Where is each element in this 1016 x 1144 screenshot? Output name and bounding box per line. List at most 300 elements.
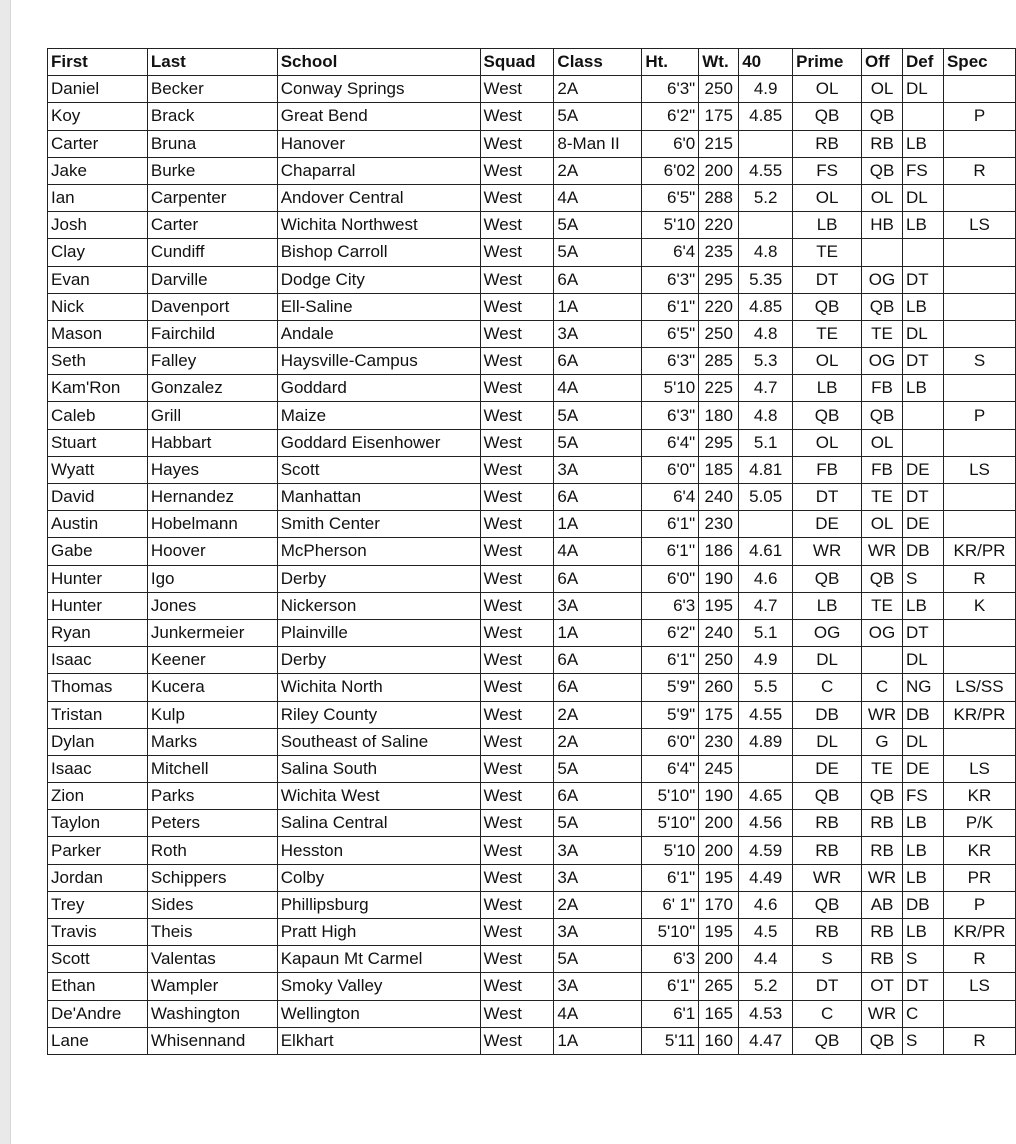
column-header-school: School xyxy=(277,49,480,76)
table-row xyxy=(48,728,1016,755)
cell-weight: 185 xyxy=(699,456,739,483)
cell-offense: TE xyxy=(862,320,903,347)
cell-last: Bruna xyxy=(147,130,277,157)
cell-first: Seth xyxy=(48,348,148,375)
cell-squad: West xyxy=(480,212,554,239)
cell-defense xyxy=(903,429,944,456)
cell-special: KR xyxy=(943,837,1015,864)
cell-first: Gabe xyxy=(48,538,148,565)
cell-class: 6A xyxy=(554,266,642,293)
cell-offense: RB xyxy=(862,919,903,946)
cell-forty: 5.05 xyxy=(739,484,793,511)
cell-offense: QB xyxy=(862,402,903,429)
cell-squad: West xyxy=(480,728,554,755)
cell-offense xyxy=(862,647,903,674)
cell-weight: 190 xyxy=(699,565,739,592)
cell-forty: 4.8 xyxy=(739,402,793,429)
cell-defense: DE xyxy=(903,456,944,483)
table-row xyxy=(48,511,1016,538)
cell-squad: West xyxy=(480,565,554,592)
cell-class: 5A xyxy=(554,239,642,266)
cell-offense: OL xyxy=(862,429,903,456)
cell-last: Fairchild xyxy=(147,320,277,347)
cell-school: Wichita West xyxy=(277,783,480,810)
cell-squad: West xyxy=(480,429,554,456)
cell-weight: 230 xyxy=(699,511,739,538)
cell-special xyxy=(943,320,1015,347)
cell-prime: QB xyxy=(793,1027,862,1054)
cell-school: Kapaun Mt Carmel xyxy=(277,946,480,973)
cell-defense: LB xyxy=(903,810,944,837)
cell-first: Thomas xyxy=(48,674,148,701)
cell-height: 6'3 xyxy=(642,946,699,973)
cell-forty: 4.9 xyxy=(739,76,793,103)
cell-school: Pratt High xyxy=(277,919,480,946)
cell-squad: West xyxy=(480,184,554,211)
cell-forty: 5.1 xyxy=(739,429,793,456)
cell-weight: 245 xyxy=(699,755,739,782)
cell-defense: DB xyxy=(903,701,944,728)
cell-first: Lane xyxy=(48,1027,148,1054)
cell-last: Carpenter xyxy=(147,184,277,211)
cell-height: 6' 1" xyxy=(642,891,699,918)
cell-offense: RB xyxy=(862,837,903,864)
table-row xyxy=(48,919,1016,946)
cell-prime: OL xyxy=(793,184,862,211)
cell-prime: DE xyxy=(793,511,862,538)
cell-class: 4A xyxy=(554,375,642,402)
cell-special xyxy=(943,266,1015,293)
cell-forty: 5.2 xyxy=(739,973,793,1000)
cell-weight: 230 xyxy=(699,728,739,755)
column-header-prime: Prime xyxy=(793,49,862,76)
cell-school: Maize xyxy=(277,402,480,429)
cell-height: 6'3" xyxy=(642,348,699,375)
cell-last: Theis xyxy=(147,919,277,946)
cell-special: KR/PR xyxy=(943,538,1015,565)
cell-last: Peters xyxy=(147,810,277,837)
cell-last: Keener xyxy=(147,647,277,674)
cell-first: Carter xyxy=(48,130,148,157)
cell-last: Valentas xyxy=(147,946,277,973)
cell-squad: West xyxy=(480,348,554,375)
cell-offense: FB xyxy=(862,456,903,483)
cell-prime: RB xyxy=(793,919,862,946)
cell-prime: C xyxy=(793,674,862,701)
cell-weight: 200 xyxy=(699,837,739,864)
cell-height: 6'0" xyxy=(642,565,699,592)
cell-prime: S xyxy=(793,946,862,973)
cell-class: 6A xyxy=(554,783,642,810)
table-row xyxy=(48,674,1016,701)
cell-first: Dylan xyxy=(48,728,148,755)
cell-forty: 4.65 xyxy=(739,783,793,810)
cell-prime: LB xyxy=(793,375,862,402)
cell-defense xyxy=(903,103,944,130)
cell-special: KR/PR xyxy=(943,919,1015,946)
cell-last: Habbart xyxy=(147,429,277,456)
cell-squad: West xyxy=(480,484,554,511)
cell-last: Parks xyxy=(147,783,277,810)
cell-offense: AB xyxy=(862,891,903,918)
table-row xyxy=(48,266,1016,293)
cell-special: LS xyxy=(943,973,1015,1000)
cell-special: KR xyxy=(943,783,1015,810)
cell-first: De'Andre xyxy=(48,1000,148,1027)
cell-school: Phillipsburg xyxy=(277,891,480,918)
cell-school: Smith Center xyxy=(277,511,480,538)
cell-school: Chaparral xyxy=(277,157,480,184)
cell-prime: RB xyxy=(793,130,862,157)
cell-height: 6'4" xyxy=(642,755,699,782)
cell-forty: 4.59 xyxy=(739,837,793,864)
cell-height: 6'1" xyxy=(642,511,699,538)
cell-class: 5A xyxy=(554,810,642,837)
table-row xyxy=(48,837,1016,864)
cell-offense: WR xyxy=(862,1000,903,1027)
cell-offense: QB xyxy=(862,293,903,320)
cell-forty: 4.49 xyxy=(739,864,793,891)
cell-offense: OG xyxy=(862,619,903,646)
cell-offense: OG xyxy=(862,266,903,293)
cell-forty: 4.6 xyxy=(739,891,793,918)
table-row xyxy=(48,538,1016,565)
cell-defense: LB xyxy=(903,375,944,402)
cell-defense: DE xyxy=(903,755,944,782)
cell-defense xyxy=(903,239,944,266)
table-row xyxy=(48,592,1016,619)
cell-special xyxy=(943,484,1015,511)
cell-weight: 215 xyxy=(699,130,739,157)
cell-weight: 160 xyxy=(699,1027,739,1054)
cell-squad: West xyxy=(480,864,554,891)
table-row xyxy=(48,810,1016,837)
cell-defense: LB xyxy=(903,837,944,864)
cell-defense: LB xyxy=(903,864,944,891)
cell-class: 6A xyxy=(554,674,642,701)
cell-defense: DT xyxy=(903,619,944,646)
cell-last: Sides xyxy=(147,891,277,918)
cell-school: Hesston xyxy=(277,837,480,864)
cell-special: LS xyxy=(943,755,1015,782)
cell-prime: RB xyxy=(793,810,862,837)
cell-squad: West xyxy=(480,293,554,320)
cell-weight: 240 xyxy=(699,619,739,646)
column-header-class: Class xyxy=(554,49,642,76)
cell-special xyxy=(943,511,1015,538)
cell-offense: G xyxy=(862,728,903,755)
table-row xyxy=(48,755,1016,782)
cell-school: Southeast of Saline xyxy=(277,728,480,755)
cell-height: 5'9" xyxy=(642,701,699,728)
cell-defense: DT xyxy=(903,348,944,375)
cell-squad: West xyxy=(480,1000,554,1027)
cell-school: Salina South xyxy=(277,755,480,782)
cell-school: Great Bend xyxy=(277,103,480,130)
cell-school: Hanover xyxy=(277,130,480,157)
cell-defense: S xyxy=(903,565,944,592)
cell-school: Wellington xyxy=(277,1000,480,1027)
cell-forty: 4.6 xyxy=(739,565,793,592)
cell-weight: 200 xyxy=(699,810,739,837)
cell-weight: 195 xyxy=(699,864,739,891)
cell-forty: 4.55 xyxy=(739,157,793,184)
cell-prime: OG xyxy=(793,619,862,646)
cell-squad: West xyxy=(480,592,554,619)
cell-special xyxy=(943,239,1015,266)
cell-last: Kulp xyxy=(147,701,277,728)
cell-defense: FS xyxy=(903,783,944,810)
cell-defense: S xyxy=(903,1027,944,1054)
cell-last: Wampler xyxy=(147,973,277,1000)
cell-school: Derby xyxy=(277,647,480,674)
cell-class: 3A xyxy=(554,456,642,483)
cell-squad: West xyxy=(480,674,554,701)
cell-prime: DL xyxy=(793,728,862,755)
cell-defense xyxy=(903,402,944,429)
cell-defense: DL xyxy=(903,320,944,347)
cell-offense: RB xyxy=(862,130,903,157)
cell-defense: DB xyxy=(903,891,944,918)
cell-school: Smoky Valley xyxy=(277,973,480,1000)
cell-school: Nickerson xyxy=(277,592,480,619)
cell-height: 5'10 xyxy=(642,375,699,402)
cell-school: Colby xyxy=(277,864,480,891)
cell-school: Ell-Saline xyxy=(277,293,480,320)
cell-first: Parker xyxy=(48,837,148,864)
cell-special: LS xyxy=(943,456,1015,483)
cell-offense: WR xyxy=(862,701,903,728)
cell-last: Brack xyxy=(147,103,277,130)
cell-school: Salina Central xyxy=(277,810,480,837)
cell-special: P xyxy=(943,891,1015,918)
cell-squad: West xyxy=(480,1027,554,1054)
cell-school: Derby xyxy=(277,565,480,592)
cell-class: 3A xyxy=(554,973,642,1000)
cell-special: K xyxy=(943,592,1015,619)
cell-special: LS xyxy=(943,212,1015,239)
cell-last: Jones xyxy=(147,592,277,619)
cell-school: Andale xyxy=(277,320,480,347)
cell-prime: LB xyxy=(793,592,862,619)
cell-height: 5'10" xyxy=(642,783,699,810)
cell-first: Daniel xyxy=(48,76,148,103)
cell-offense: RB xyxy=(862,946,903,973)
cell-height: 6'1" xyxy=(642,973,699,1000)
cell-prime: QB xyxy=(793,293,862,320)
cell-special: R xyxy=(943,157,1015,184)
cell-prime: QB xyxy=(793,103,862,130)
cell-squad: West xyxy=(480,837,554,864)
cell-height: 5'11 xyxy=(642,1027,699,1054)
cell-first: Caleb xyxy=(48,402,148,429)
cell-last: Carter xyxy=(147,212,277,239)
cell-height: 6'2" xyxy=(642,103,699,130)
cell-prime: DT xyxy=(793,484,862,511)
cell-squad: West xyxy=(480,973,554,1000)
cell-offense: QB xyxy=(862,783,903,810)
cell-first: Trey xyxy=(48,891,148,918)
cell-offense: WR xyxy=(862,538,903,565)
cell-defense: DL xyxy=(903,647,944,674)
cell-height: 6'3" xyxy=(642,402,699,429)
cell-prime: TE xyxy=(793,320,862,347)
cell-class: 1A xyxy=(554,1027,642,1054)
cell-school: Bishop Carroll xyxy=(277,239,480,266)
cell-class: 5A xyxy=(554,755,642,782)
cell-class: 5A xyxy=(554,212,642,239)
cell-first: Koy xyxy=(48,103,148,130)
cell-squad: West xyxy=(480,619,554,646)
column-header-defense: Def xyxy=(903,49,944,76)
cell-offense xyxy=(862,239,903,266)
cell-last: Darville xyxy=(147,266,277,293)
cell-school: Wichita North xyxy=(277,674,480,701)
cell-offense: OL xyxy=(862,76,903,103)
cell-offense: QB xyxy=(862,103,903,130)
cell-special: LS/SS xyxy=(943,674,1015,701)
cell-defense: C xyxy=(903,1000,944,1027)
cell-last: Hernandez xyxy=(147,484,277,511)
cell-squad: West xyxy=(480,538,554,565)
table-row xyxy=(48,212,1016,239)
roster-header xyxy=(48,49,1016,76)
cell-height: 6'3" xyxy=(642,76,699,103)
cell-last: Cundiff xyxy=(147,239,277,266)
cell-squad: West xyxy=(480,130,554,157)
cell-last: Whisennand xyxy=(147,1027,277,1054)
cell-height: 6'1" xyxy=(642,647,699,674)
table-row xyxy=(48,647,1016,674)
cell-forty: 4.85 xyxy=(739,103,793,130)
cell-forty: 5.1 xyxy=(739,619,793,646)
cell-forty xyxy=(739,212,793,239)
cell-forty: 4.85 xyxy=(739,293,793,320)
cell-class: 4A xyxy=(554,538,642,565)
column-header-last: Last xyxy=(147,49,277,76)
cell-special: P xyxy=(943,103,1015,130)
cell-squad: West xyxy=(480,701,554,728)
cell-last: Hayes xyxy=(147,456,277,483)
cell-school: Andover Central xyxy=(277,184,480,211)
table-row xyxy=(48,701,1016,728)
cell-weight: 285 xyxy=(699,348,739,375)
cell-first: Ryan xyxy=(48,619,148,646)
cell-prime: QB xyxy=(793,891,862,918)
cell-defense: DT xyxy=(903,973,944,1000)
cell-last: Junkermeier xyxy=(147,619,277,646)
cell-defense: DB xyxy=(903,538,944,565)
cell-first: Taylon xyxy=(48,810,148,837)
cell-first: Josh xyxy=(48,212,148,239)
cell-forty xyxy=(739,130,793,157)
cell-class: 1A xyxy=(554,293,642,320)
cell-last: Grill xyxy=(147,402,277,429)
cell-class: 5A xyxy=(554,429,642,456)
cell-height: 6'0" xyxy=(642,728,699,755)
cell-height: 6'4 xyxy=(642,484,699,511)
cell-offense: RB xyxy=(862,810,903,837)
cell-class: 6A xyxy=(554,348,642,375)
table-row xyxy=(48,184,1016,211)
cell-weight: 295 xyxy=(699,266,739,293)
table-row xyxy=(48,103,1016,130)
cell-prime: WR xyxy=(793,538,862,565)
cell-class: 4A xyxy=(554,184,642,211)
cell-prime: QB xyxy=(793,402,862,429)
roster-body xyxy=(48,76,1016,1055)
cell-special: KR/PR xyxy=(943,701,1015,728)
column-header-squad: Squad xyxy=(480,49,554,76)
cell-defense: LB xyxy=(903,592,944,619)
cell-squad: West xyxy=(480,456,554,483)
cell-school: Dodge City xyxy=(277,266,480,293)
table-row xyxy=(48,76,1016,103)
cell-forty: 5.35 xyxy=(739,266,793,293)
cell-class: 2A xyxy=(554,157,642,184)
cell-squad: West xyxy=(480,76,554,103)
table-row xyxy=(48,783,1016,810)
table-row xyxy=(48,157,1016,184)
cell-height: 5'9" xyxy=(642,674,699,701)
cell-offense: TE xyxy=(862,592,903,619)
cell-height: 6'2" xyxy=(642,619,699,646)
cell-weight: 220 xyxy=(699,293,739,320)
cell-forty: 4.56 xyxy=(739,810,793,837)
cell-offense: QB xyxy=(862,565,903,592)
cell-class: 3A xyxy=(554,919,642,946)
cell-school: Plainville xyxy=(277,619,480,646)
cell-defense: DL xyxy=(903,184,944,211)
cell-last: Roth xyxy=(147,837,277,864)
cell-prime: DB xyxy=(793,701,862,728)
cell-prime: FB xyxy=(793,456,862,483)
cell-special xyxy=(943,130,1015,157)
cell-special xyxy=(943,184,1015,211)
cell-school: Elkhart xyxy=(277,1027,480,1054)
cell-defense: DT xyxy=(903,266,944,293)
column-header-height: Ht. xyxy=(642,49,699,76)
cell-defense: LB xyxy=(903,919,944,946)
cell-class: 2A xyxy=(554,728,642,755)
column-header-special: Spec xyxy=(943,49,1015,76)
cell-squad: West xyxy=(480,103,554,130)
cell-first: Zion xyxy=(48,783,148,810)
cell-height: 6'0" xyxy=(642,456,699,483)
table-row xyxy=(48,130,1016,157)
cell-special xyxy=(943,375,1015,402)
cell-height: 5'10 xyxy=(642,837,699,864)
cell-forty: 4.7 xyxy=(739,375,793,402)
column-header-first: First xyxy=(48,49,148,76)
cell-squad: West xyxy=(480,919,554,946)
table-row xyxy=(48,375,1016,402)
cell-class: 8-Man II xyxy=(554,130,642,157)
cell-height: 6'4" xyxy=(642,429,699,456)
cell-special xyxy=(943,647,1015,674)
cell-prime: QB xyxy=(793,783,862,810)
table-row xyxy=(48,946,1016,973)
cell-offense: OT xyxy=(862,973,903,1000)
cell-prime: DT xyxy=(793,973,862,1000)
cell-squad: West xyxy=(480,157,554,184)
cell-prime: OL xyxy=(793,76,862,103)
cell-last: Hobelmann xyxy=(147,511,277,538)
table-row xyxy=(48,239,1016,266)
cell-height: 6'1'' xyxy=(642,538,699,565)
column-header-weight: Wt. xyxy=(699,49,739,76)
cell-weight: 240 xyxy=(699,484,739,511)
